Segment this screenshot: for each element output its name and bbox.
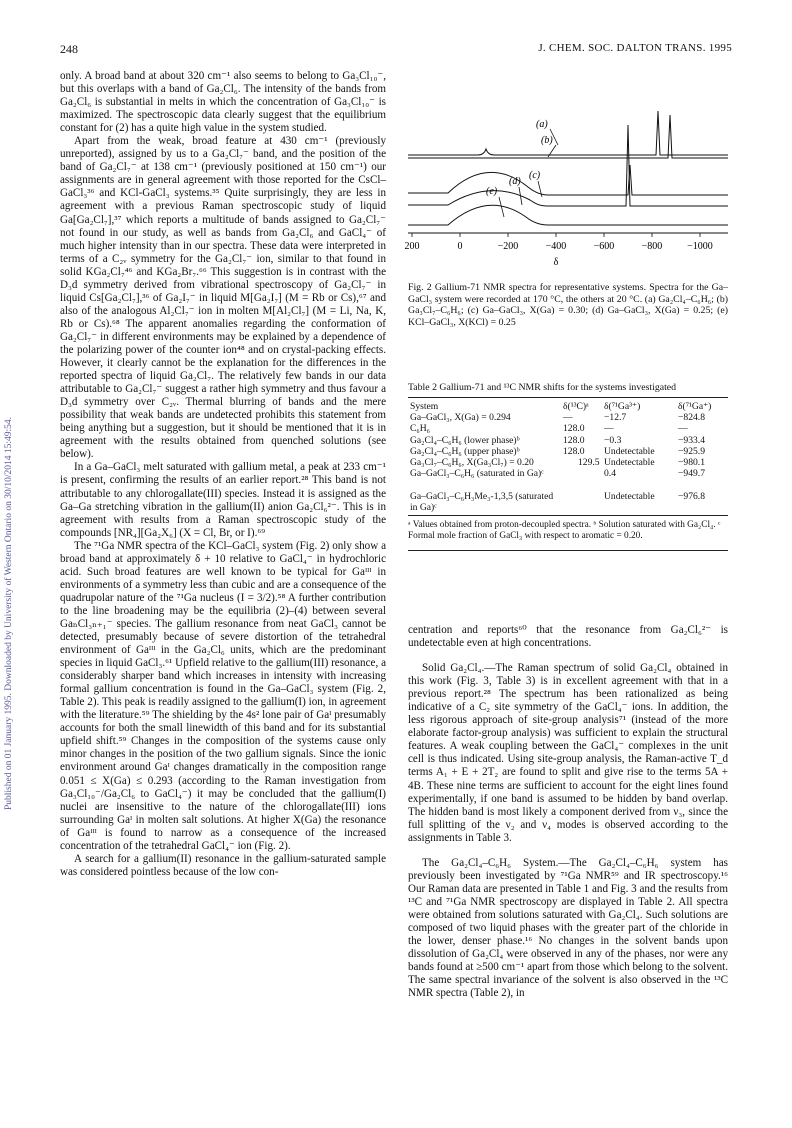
spectrum-trace-d: [408, 125, 728, 206]
table-row: Ga–GaCl₃–C₆H₆ (saturated in Ga)ᶜ 0.4 −949.7: [410, 468, 705, 480]
table-row: Ga₃Cl₇–C₆H₆, X(Ga₃Cl₇) = 0.20 129.5 Undetectable −980.1: [410, 456, 705, 468]
spectrum-trace-e: [408, 205, 728, 225]
figure-2-nmr-spectra: [404, 105, 738, 273]
trace-label-b: (b): [541, 135, 553, 146]
table-row: C₆H₆ 128.0 — —: [410, 423, 688, 435]
nmr-spectra-plot: [404, 105, 738, 273]
x-tick-label: 200: [404, 241, 420, 252]
x-tick-label: −1000: [687, 241, 713, 252]
left-column: [60, 70, 386, 879]
x-tick-label: −200: [497, 241, 519, 252]
table-header-row: [408, 401, 728, 412]
table-rule: [408, 397, 728, 398]
figure-caption: Fig. 2 Gallium-71 NMR spectra for representative systems. Spectra for the Ga–GaCl₃ system were recorded at 170 °C, the others at 20 °C. (a) Ga₂Cl₄–C₆H₆; (b) Ga₃Cl₇–C₆H₆; (c) Ga–GaCl₃, X(Ga) = 0.30; (d) Ga–GaCl₃, X(Ga) = 0.25; (e) KCl–GaCl₃, X(KCl) = 0.25: [408, 282, 728, 328]
spectrum-trace-b: [408, 115, 728, 158]
download-notice: [2, 250, 14, 810]
x-tick-label: −800: [641, 241, 663, 252]
table-row: Ga₂Cl₄–C₆H₆ (lower phase)ᵇ 128.0 −0.3 −933.4: [410, 434, 705, 446]
paragraph: The ⁷¹Ga NMR spectra of the KCl–GaCl₃ system (Fig. 2) only show a broad band at approximately δ + 10 relative to GaCl₄⁻ in hydrochloric acid. Such broad features are well known to be typical for Gaᴵᴵᴵ in environments of a symmetry less than cubic and are a consequence of the quadrupolar nature of the ⁷¹Ga nucleus (I = 3/2).⁵⁸ A further contribution to the line broadening may be the equilibria (2)–(4) between several GaₙCl₃ₙ₊₁⁻ species. The gallium resonance from neat GaCl₃ cannot be detected, presumably because of severe distortion of the tetrahedral environment of Gaᴵᴵᴵ in the Ga₂Cl₆ units, which are the predominant species in liquid GaCl₃.⁶¹ Upfield relative to the gallium(III) resonance, a considerably sharper band which increases in intensity with increasing formal gallium concentration is found in the Ga–GaCl₃ system (Fig. 2, Table 2). This peak is readily assigned to the gallium(I) ion, in agreement with the literature.⁵⁹ The shielding by the 4s² lone pair of Gaᴵ presumably accounts for both the small linewidth of this band and for its substantial upfield shift.⁵⁹ Changes in the composition of the systems cause only minor changes in the position of the two gallium signals. Since the ionic environment around Gaᴵ changes dramatically in the composition range 0.051 ≤ X(Ga) ≤ 0.293 (according to the Raman investigation from Ga₃Cl₁₀⁻/Ga₂Cl₆ to GaCl₄⁻) it may be concluded that the gallium(I) nuclei are insensitive to the nature of the chlorogallate(III) ions surrounding Gaᴵ in molten salt solutions. At higher X(Ga) the resonance of Gaᴵᴵᴵ is found to narrow as a consequence of the increased concentration of the tetrahedral GaCl₄⁻ ion (Fig. 2).: [60, 539, 386, 852]
x-axis-label: δ: [553, 257, 559, 268]
paragraph: Solid Ga₂Cl₄.—The Raman spectrum of solid Ga₂Cl₄ obtained in this work (Fig. 3, Table 3) is in excellent agreement with that in a previous report.²⁸ The spectrum has been rationalized as being indicative of a C₂ site symmetry of the GaCl₄⁻ ions. In addition, the less rigorous approach of site-group analysis⁷¹ (instead of the more elaborate factor-group analysis) was sufficient to explain the structural features. A weak coupling between the GaCl₄⁻ complexes in the unit cell is thus indicated. Using site-group analysis, the Raman-active T_d terms A₁ + E + 2T₂ are found to split and give rise to the terms 5A + 4B. These nine terms are sufficient to account for the eight lines found experimentally, if one band is assumed to be hidden by band overlap. The hidden band is most likely a component derived from ν₃, since the full splitting of the ν₂ and ν₄ modes is observed according to the assignments in Table 3.: [408, 662, 728, 844]
header-cell: System: [410, 401, 439, 412]
table-rule: [408, 550, 728, 551]
header-cell: δ(⁷¹Ga⁺): [678, 401, 712, 412]
x-tick-label: −400: [545, 241, 567, 252]
paragraph: A search for a gallium(II) resonance in the gallium-saturated sample was considered pointless because of the low con-: [60, 852, 386, 878]
table-footnote: ᵃ Values obtained from proton-decoupled spectra. ᵇ Solution saturated with Ga₂Cl₄. ᶜ Formal mole fraction of GaCl₃ with respect to aromatic = 0.20.: [408, 519, 721, 541]
trace-label-a: (a): [536, 119, 548, 130]
table-row: Ga–GaCl₃–C₆H₃Me₃-1,3,5 (saturated in Ga)ᶜ Undetectable −976.8: [410, 490, 705, 513]
header-cell: δ(⁷¹Ga³⁺): [604, 401, 641, 412]
trace-label-c: (c): [529, 170, 541, 181]
page-number: 248: [60, 42, 78, 56]
x-tick-label: −600: [593, 241, 615, 252]
table-row: Ga₂Cl₄–C₆H₆ (upper phase)ᵇ 128.0 Undetectable −925.9: [410, 445, 705, 457]
trace-label-d: (d): [509, 176, 521, 187]
paragraph: centration and reports⁶⁰ that the resonance from Ga₂Cl₆²⁻ is undetectable even at high concentrations.: [408, 624, 728, 650]
running-head: J. CHEM. SOC. DALTON TRANS. 1995: [538, 42, 732, 54]
table-row: Ga–GaCl₃, X(Ga) = 0.294 — −12.7 −824.8: [410, 412, 705, 424]
download-notice-text: Published on 01 January 1995. Downloaded by University of Western Ontario on 30/10/2014 15:49:54.: [4, 416, 14, 810]
paragraph: In a Ga–GaCl₃ melt saturated with gallium metal, a peak at 233 cm⁻¹ is present, confirming the results of an earlier report.²⁸ This band is not attributable to any chlorogallate(III) species. Instead it is assigned as the Ga–Ga stretching vibration in the gallium(II) anion Ga₂Cl₆²⁻. This is in agreement with results from a Raman spectroscopic study of the compounds [NR₄][Ga₂X₆] (X = Cl, Br, or I).⁶⁹: [60, 461, 386, 539]
header-cell: δ(¹³C)ᵃ: [563, 401, 589, 412]
paragraph: The Ga₂Cl₄–C₆H₆ System.—The Ga₂Cl₄–C₆H₆ system has previously been investigated by ⁷¹Ga NMR⁵⁹ and IR spectroscopy.¹⁶ Our Raman data are presented in Table 1 and Fig. 3 and the results from ¹³C and ⁷¹Ga NMR spectroscopy are displayed in Table 2. All spectra were obtained from solutions saturated with Ga₂Cl₄. Such solutions are composed of two liquid phases with the greater part of the chloride in the lower, denser phase.¹⁶ No changes in the solvent bands upon dissolution of Ga₂Cl₄ were observed in any of the phases, nor were any bands found at ≥500 cm⁻¹ apart from those which belong to the solvent. The same spectral invariance of the solvent is also observed in the ¹³C NMR spectra (Table 2), in: [408, 856, 728, 1000]
spectrum-trace-c: [408, 165, 728, 195]
nmr-shift-table: [408, 397, 728, 551]
paragraph: only. A broad band at about 320 cm⁻¹ also seems to belong to Ga₃Cl₁₀⁻, but this overlaps with a band of Ga₂Cl₆. The intensity of the bands from Ga₂Cl₆ is substantial in melts in which the concentration of Ga₃Cl₁₀⁻ is maximized. The spectroscopic data clearly suggest that the equilibrium constant for (2) has a quite high value in the system studied.: [60, 70, 386, 135]
trace-label-e: (e): [486, 186, 498, 197]
spectrum-trace-a: [408, 111, 728, 155]
x-tick-label: 0: [457, 241, 463, 252]
table-caption: Table 2 Gallium-71 and ¹³C NMR shifts for the systems investigated: [408, 382, 677, 393]
paragraph: Apart from the weak, broad feature at 430 cm⁻¹ (previously unreported), assigned by us to a Ga₂Cl₇⁻ band, and the position of the band of Ga₂Cl₇⁻ at 138 cm⁻¹ (previously positioned at 150 cm⁻¹) our assignments are in general agreement with those reported for the CsCl–GaCl₃³⁶ and KCl-GaCl₃ systems.³⁵ Quite surprisingly, they are less in agreement with a previous Raman spectroscopic study of liquid Ga[Ga₂Cl₇],³⁷ which reports a multitude of bands assigned to Ga₂Cl₇⁻ not found in our study, as well as bands from Ga₂Cl₆ and GaCl₄⁻ of much higher intensity than in our spectra. These data were interpreted in terms of a C₂ᵥ symmetry for the Ga₂Cl₇⁻ ion, similar to that found in solid KGa₂Cl₇⁴⁶ and KGa₂Br₇.⁶⁶ This suggestion is in contrast with the D₃d symmetry derived from vibrational spectroscopy of Ga₂Cl₇⁻ in liquid Cs[Ga₂Cl₇],³⁶ of Ga₂I₇⁻ in liquid M[Ga₂I₇] (M = Rb or Cs),⁶⁷ and also of the analogous Al₂Cl₇⁻ ion in molten M[Al₂Cl₇] (M = Li, Na, K, Rb or Cs).⁶⁸ The apparent anomalies regarding the conformation of Ga₂Cl₇⁻ in different environments may be explained by a dependence of the polarizing power of the counter ion⁴⁸ and on crystal-packing effects. However, it clearly cannot be the explanation for the differences in the reported spectra of liquid Ga₂Cl₇. The relatively few bands in our data attributable to Ga₂Cl₇⁻ suggest a rather high symmetry and thus favour a D₃d symmetry over C₂ᵥ. Thermal blurring of bands and the mere possibility that weak bands are undetected prohibits this statement from being anything but a suggestion, but it should be mentioned that it is in agreement with the results obtained from quenched solutions (see below).: [60, 135, 386, 461]
right-column: [408, 624, 728, 1000]
